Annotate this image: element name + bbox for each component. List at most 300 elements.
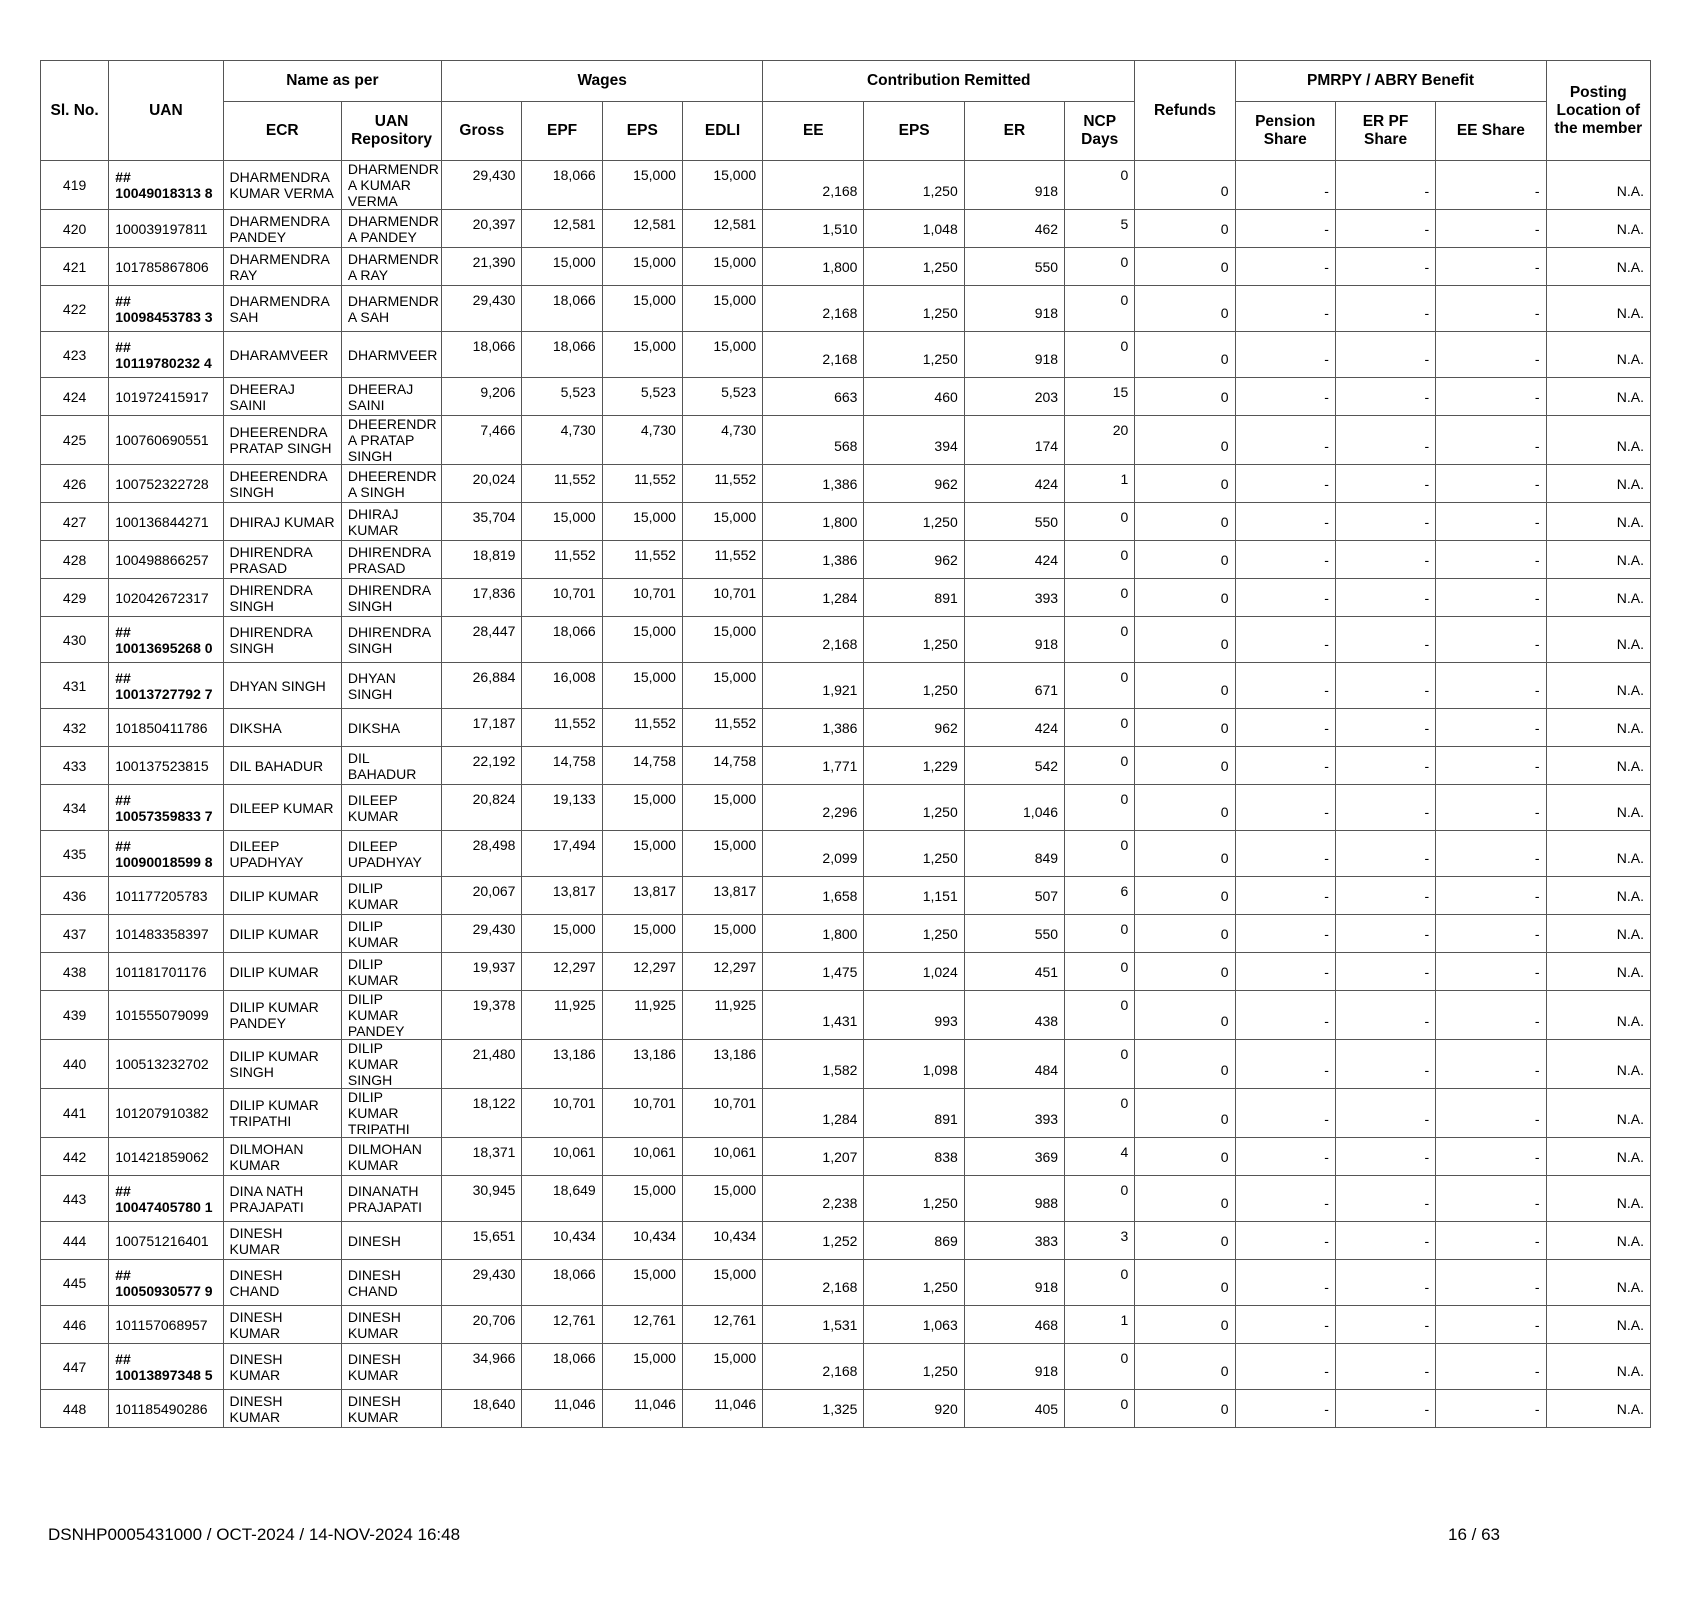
ee-share-cell: - [1436, 953, 1546, 991]
table-row [41, 1260, 1651, 1306]
edli-cell: 15,000 [682, 785, 762, 831]
er-cell: 550 [964, 503, 1064, 541]
table-row [41, 503, 1651, 541]
col-ee-share: EE Share [1436, 102, 1546, 161]
edli-cell: 11,552 [682, 709, 762, 747]
ee-cell: 1,800 [763, 248, 864, 286]
refunds-cell: 0 [1135, 877, 1235, 915]
eps-cell: 10,434 [602, 1222, 682, 1260]
pension-share-cell: - [1235, 579, 1335, 617]
ecr-name-cell: DHEERENDRA SINGH [223, 465, 341, 503]
ncp-days-cell: 0 [1065, 161, 1135, 210]
uan-cell: 100136844271 [109, 503, 223, 541]
ecr-name-cell: DHARMENDRA SAH [223, 286, 341, 332]
sl-no-cell: 447 [41, 1344, 109, 1390]
eps-cell: 15,000 [602, 286, 682, 332]
pension-share-cell: - [1235, 1222, 1335, 1260]
uan-repository-name-cell: DIL BAHADUR [341, 747, 441, 785]
pension-share-cell: - [1235, 1089, 1335, 1138]
table-row [41, 579, 1651, 617]
ncp-days-cell: 1 [1065, 1306, 1135, 1344]
pension-share-cell: - [1235, 378, 1335, 416]
ecr-name-cell: DHARMENDRA RAY [223, 248, 341, 286]
er-pf-share-cell: - [1335, 1306, 1435, 1344]
ee-share-cell: - [1436, 663, 1546, 709]
uan-cell: 100752322728 [109, 465, 223, 503]
uan-cell: 101421859062 [109, 1138, 223, 1176]
ee-share-cell: - [1436, 541, 1546, 579]
ee-share-cell: - [1436, 465, 1546, 503]
uan-repository-name-cell: DINESH CHAND [341, 1260, 441, 1306]
sl-no-cell: 432 [41, 709, 109, 747]
uan-repository-name-cell: DINESH KUMAR [341, 1390, 441, 1428]
refunds-cell: 0 [1135, 663, 1235, 709]
gross-cell: 29,430 [442, 161, 522, 210]
pension-share-cell: - [1235, 541, 1335, 579]
uan-cell: 100751216401 [109, 1222, 223, 1260]
ecr-name-cell: DHIRENDRA PRASAD [223, 541, 341, 579]
sl-no-cell: 438 [41, 953, 109, 991]
sl-no-cell: 425 [41, 416, 109, 465]
table-header [41, 61, 1651, 161]
uan-cell: 102042672317 [109, 579, 223, 617]
pension-share-cell: - [1235, 286, 1335, 332]
sl-no-cell: 426 [41, 465, 109, 503]
ee-share-cell: - [1436, 332, 1546, 378]
ee-cell: 2,238 [763, 1176, 864, 1222]
eps-cell: 15,000 [602, 248, 682, 286]
posting-location-cell: N.A. [1546, 579, 1650, 617]
edli-cell: 15,000 [682, 617, 762, 663]
uan-repository-name-cell: DILIP KUMAR [341, 877, 441, 915]
posting-location-cell: N.A. [1546, 1138, 1650, 1176]
posting-location-cell: N.A. [1546, 953, 1650, 991]
epf-cell: 18,066 [522, 332, 602, 378]
contribution-eps-cell: 1,048 [864, 210, 964, 248]
eps-cell: 11,552 [602, 541, 682, 579]
posting-location-cell: N.A. [1546, 785, 1650, 831]
sl-no-cell: 442 [41, 1138, 109, 1176]
eps-cell: 12,297 [602, 953, 682, 991]
refunds-cell: 0 [1135, 991, 1235, 1040]
table-row [41, 1390, 1651, 1428]
pension-share-cell: - [1235, 747, 1335, 785]
ee-cell: 1,800 [763, 915, 864, 953]
pension-share-cell: - [1235, 465, 1335, 503]
gross-cell: 15,651 [442, 1222, 522, 1260]
er-cell: 424 [964, 709, 1064, 747]
ecr-name-cell: DILIP KUMAR SINGH [223, 1040, 341, 1089]
contribution-eps-cell: 962 [864, 541, 964, 579]
col-edli: EDLI [682, 102, 762, 161]
pension-share-cell: - [1235, 1138, 1335, 1176]
ecr-name-cell: DHEERENDRA PRATAP SINGH [223, 416, 341, 465]
refunds-cell: 0 [1135, 378, 1235, 416]
contribution-eps-cell: 1,250 [864, 785, 964, 831]
uan-repository-name-cell: DILEEP UPADHYAY [341, 831, 441, 877]
ee-share-cell: - [1436, 747, 1546, 785]
er-cell: 671 [964, 663, 1064, 709]
eps-cell: 15,000 [602, 503, 682, 541]
posting-location-cell: N.A. [1546, 617, 1650, 663]
table-row [41, 617, 1651, 663]
col-ncp-days: NCP Days [1065, 102, 1135, 161]
eps-cell: 11,552 [602, 709, 682, 747]
ncp-days-cell: 0 [1065, 1344, 1135, 1390]
uan-cell: 101555079099 [109, 991, 223, 1040]
sl-no-cell: 427 [41, 503, 109, 541]
ee-cell: 1,582 [763, 1040, 864, 1089]
ncp-days-cell: 0 [1065, 1390, 1135, 1428]
ncp-days-cell: 6 [1065, 877, 1135, 915]
gross-cell: 34,966 [442, 1344, 522, 1390]
epf-cell: 19,133 [522, 785, 602, 831]
epf-cell: 15,000 [522, 915, 602, 953]
refunds-cell: 0 [1135, 248, 1235, 286]
uan-repository-name-cell: DILIP KUMAR [341, 915, 441, 953]
epf-cell: 18,066 [522, 1344, 602, 1390]
er-pf-share-cell: - [1335, 1176, 1435, 1222]
edli-cell: 10,061 [682, 1138, 762, 1176]
edli-cell: 5,523 [682, 378, 762, 416]
eps-cell: 12,581 [602, 210, 682, 248]
group-name-as-per: Name as per [223, 61, 442, 102]
col-ecr: ECR [223, 102, 341, 161]
posting-location-cell: N.A. [1546, 663, 1650, 709]
edli-cell: 15,000 [682, 915, 762, 953]
pension-share-cell: - [1235, 617, 1335, 663]
er-pf-share-cell: - [1335, 747, 1435, 785]
ee-cell: 1,921 [763, 663, 864, 709]
uan-repository-name-cell: DHARMVEER [341, 332, 441, 378]
posting-location-cell: N.A. [1546, 877, 1650, 915]
er-pf-share-cell: - [1335, 617, 1435, 663]
col-posting-location: Posting Location of the member [1546, 61, 1650, 161]
table-row [41, 1344, 1651, 1390]
uan-repository-name-cell: DINANATH PRAJAPATI [341, 1176, 441, 1222]
ecr-name-cell: DIKSHA [223, 709, 341, 747]
er-pf-share-cell: - [1335, 785, 1435, 831]
gross-cell: 35,704 [442, 503, 522, 541]
col-uan: UAN [109, 61, 223, 161]
epf-cell: 4,730 [522, 416, 602, 465]
uan-repository-name-cell: DHARMENDR A SAH [341, 286, 441, 332]
ee-cell: 2,099 [763, 831, 864, 877]
ncp-days-cell: 0 [1065, 1176, 1135, 1222]
eps-cell: 4,730 [602, 416, 682, 465]
table-row [41, 161, 1651, 210]
gross-cell: 19,937 [442, 953, 522, 991]
uan-repository-name-cell: DILIP KUMAR PANDEY [341, 991, 441, 1040]
eps-cell: 14,758 [602, 747, 682, 785]
ee-share-cell: - [1436, 286, 1546, 332]
sl-no-cell: 446 [41, 1306, 109, 1344]
refunds-cell: 0 [1135, 1089, 1235, 1138]
posting-location-cell: N.A. [1546, 1306, 1650, 1344]
ee-cell: 663 [763, 378, 864, 416]
table-row [41, 332, 1651, 378]
epf-cell: 11,552 [522, 541, 602, 579]
sl-no-cell: 431 [41, 663, 109, 709]
er-cell: 918 [964, 332, 1064, 378]
posting-location-cell: N.A. [1546, 210, 1650, 248]
ecr-name-cell: DINESH KUMAR [223, 1390, 341, 1428]
contribution-eps-cell: 1,024 [864, 953, 964, 991]
contribution-eps-cell: 1,250 [864, 332, 964, 378]
edli-cell: 12,581 [682, 210, 762, 248]
ncp-days-cell: 0 [1065, 503, 1135, 541]
contribution-eps-cell: 1,151 [864, 877, 964, 915]
ee-share-cell: - [1436, 1089, 1546, 1138]
ee-cell: 1,207 [763, 1138, 864, 1176]
er-pf-share-cell: - [1335, 663, 1435, 709]
pension-share-cell: - [1235, 831, 1335, 877]
refunds-cell: 0 [1135, 465, 1235, 503]
edli-cell: 4,730 [682, 416, 762, 465]
refunds-cell: 0 [1135, 286, 1235, 332]
col-pension-share: Pension Share [1235, 102, 1335, 161]
posting-location-cell: N.A. [1546, 1390, 1650, 1428]
er-pf-share-cell: - [1335, 1089, 1435, 1138]
ecr-name-cell: DILIP KUMAR [223, 953, 341, 991]
uan-cell: ## 10013897348 5 [109, 1344, 223, 1390]
uan-repository-name-cell: DILIP KUMAR SINGH [341, 1040, 441, 1089]
sl-no-cell: 448 [41, 1390, 109, 1428]
pension-share-cell: - [1235, 248, 1335, 286]
contribution-eps-cell: 838 [864, 1138, 964, 1176]
epf-cell: 18,066 [522, 161, 602, 210]
edli-cell: 15,000 [682, 1176, 762, 1222]
gross-cell: 28,498 [442, 831, 522, 877]
posting-location-cell: N.A. [1546, 1260, 1650, 1306]
ncp-days-cell: 0 [1065, 617, 1135, 663]
gross-cell: 22,192 [442, 747, 522, 785]
gross-cell: 21,390 [442, 248, 522, 286]
eps-cell: 10,061 [602, 1138, 682, 1176]
er-pf-share-cell: - [1335, 1260, 1435, 1306]
ecr-name-cell: DILIP KUMAR TRIPATHI [223, 1089, 341, 1138]
gross-cell: 29,430 [442, 286, 522, 332]
gross-cell: 20,397 [442, 210, 522, 248]
uan-cell: 101181701176 [109, 953, 223, 991]
epf-cell: 15,000 [522, 503, 602, 541]
er-pf-share-cell: - [1335, 465, 1435, 503]
sl-no-cell: 440 [41, 1040, 109, 1089]
posting-location-cell: N.A. [1546, 541, 1650, 579]
contribution-eps-cell: 869 [864, 1222, 964, 1260]
epf-cell: 15,000 [522, 248, 602, 286]
posting-location-cell: N.A. [1546, 831, 1650, 877]
epf-cell: 11,925 [522, 991, 602, 1040]
epf-cell: 12,297 [522, 953, 602, 991]
uan-cell: ## 10090018599 8 [109, 831, 223, 877]
table-row [41, 248, 1651, 286]
gross-cell: 29,430 [442, 915, 522, 953]
sl-no-cell: 421 [41, 248, 109, 286]
er-pf-share-cell: - [1335, 831, 1435, 877]
er-pf-share-cell: - [1335, 503, 1435, 541]
sl-no-cell: 422 [41, 286, 109, 332]
ecr-name-cell: DHIRENDRA SINGH [223, 617, 341, 663]
uan-repository-name-cell: DIKSHA [341, 709, 441, 747]
er-pf-share-cell: - [1335, 416, 1435, 465]
uan-repository-name-cell: DINESH KUMAR [341, 1306, 441, 1344]
ecr-name-cell: DHARAMVEER [223, 332, 341, 378]
edli-cell: 15,000 [682, 1344, 762, 1390]
ncp-days-cell: 0 [1065, 785, 1135, 831]
eps-cell: 15,000 [602, 915, 682, 953]
gross-cell: 21,480 [442, 1040, 522, 1089]
uan-cell: ## 10119780232 4 [109, 332, 223, 378]
gross-cell: 9,206 [442, 378, 522, 416]
group-wages: Wages [442, 61, 763, 102]
sl-no-cell: 430 [41, 617, 109, 663]
table-row [41, 378, 1651, 416]
ecr-name-cell: DINESH KUMAR [223, 1222, 341, 1260]
footer-page-number: 16 / 63 [1448, 1525, 1500, 1544]
refunds-cell: 0 [1135, 831, 1235, 877]
edli-cell: 15,000 [682, 663, 762, 709]
eps-cell: 11,552 [602, 465, 682, 503]
eps-cell: 15,000 [602, 161, 682, 210]
epf-cell: 10,061 [522, 1138, 602, 1176]
er-cell: 393 [964, 1089, 1064, 1138]
refunds-cell: 0 [1135, 617, 1235, 663]
edli-cell: 13,817 [682, 877, 762, 915]
col-refunds: Refunds [1135, 61, 1235, 161]
refunds-cell: 0 [1135, 915, 1235, 953]
pension-share-cell: - [1235, 877, 1335, 915]
sl-no-cell: 433 [41, 747, 109, 785]
contribution-eps-cell: 1,250 [864, 503, 964, 541]
refunds-cell: 0 [1135, 1306, 1235, 1344]
ecr-name-cell: DHARMENDRA PANDEY [223, 210, 341, 248]
uan-cell: 101185490286 [109, 1390, 223, 1428]
ee-share-cell: - [1436, 161, 1546, 210]
contribution-eps-cell: 1,250 [864, 1176, 964, 1222]
ecr-name-cell: DHARMENDRA KUMAR VERMA [223, 161, 341, 210]
uan-cell: 101177205783 [109, 877, 223, 915]
uan-repository-name-cell: DILEEP KUMAR [341, 785, 441, 831]
pension-share-cell: - [1235, 503, 1335, 541]
group-contribution-remitted: Contribution Remitted [763, 61, 1135, 102]
uan-repository-name-cell: DHEERAJ SAINI [341, 378, 441, 416]
refunds-cell: 0 [1135, 785, 1235, 831]
er-pf-share-cell: - [1335, 286, 1435, 332]
pension-share-cell: - [1235, 663, 1335, 709]
col-contribution-eps: EPS [864, 102, 964, 161]
col-eps: EPS [602, 102, 682, 161]
er-pf-share-cell: - [1335, 579, 1435, 617]
ecr-name-cell: DILMOHAN KUMAR [223, 1138, 341, 1176]
er-cell: 507 [964, 877, 1064, 915]
er-cell: 988 [964, 1176, 1064, 1222]
table-row [41, 709, 1651, 747]
refunds-cell: 0 [1135, 1390, 1235, 1428]
gross-cell: 30,945 [442, 1176, 522, 1222]
table-row [41, 1040, 1651, 1089]
uan-cell: 100498866257 [109, 541, 223, 579]
table-row [41, 747, 1651, 785]
edli-cell: 11,046 [682, 1390, 762, 1428]
uan-repository-name-cell: DHEERENDR A SINGH [341, 465, 441, 503]
pension-share-cell: - [1235, 1260, 1335, 1306]
er-cell: 405 [964, 1390, 1064, 1428]
eps-cell: 11,046 [602, 1390, 682, 1428]
ee-cell: 1,510 [763, 210, 864, 248]
ee-share-cell: - [1436, 1222, 1546, 1260]
ee-cell: 2,168 [763, 617, 864, 663]
refunds-cell: 0 [1135, 709, 1235, 747]
ee-cell: 1,658 [763, 877, 864, 915]
ee-share-cell: - [1436, 248, 1546, 286]
pension-share-cell: - [1235, 1306, 1335, 1344]
er-pf-share-cell: - [1335, 1040, 1435, 1089]
ncp-days-cell: 0 [1065, 1260, 1135, 1306]
contribution-eps-cell: 993 [864, 991, 964, 1040]
er-cell: 203 [964, 378, 1064, 416]
sl-no-cell: 424 [41, 378, 109, 416]
ee-share-cell: - [1436, 877, 1546, 915]
er-pf-share-cell: - [1335, 210, 1435, 248]
ee-share-cell: - [1436, 785, 1546, 831]
gross-cell: 17,187 [442, 709, 522, 747]
ncp-days-cell: 0 [1065, 663, 1135, 709]
edli-cell: 10,434 [682, 1222, 762, 1260]
ecr-name-cell: DHIRENDRA SINGH [223, 579, 341, 617]
er-cell: 438 [964, 991, 1064, 1040]
uan-cell: 100513232702 [109, 1040, 223, 1089]
refunds-cell: 0 [1135, 210, 1235, 248]
posting-location-cell: N.A. [1546, 991, 1650, 1040]
posting-location-cell: N.A. [1546, 332, 1650, 378]
epf-cell: 18,066 [522, 286, 602, 332]
ecr-name-cell: DILEEP UPADHYAY [223, 831, 341, 877]
contribution-eps-cell: 1,250 [864, 915, 964, 953]
uan-repository-name-cell: DHARMENDR A PANDEY [341, 210, 441, 248]
ee-cell: 1,531 [763, 1306, 864, 1344]
col-ee: EE [763, 102, 864, 161]
refunds-cell: 0 [1135, 416, 1235, 465]
er-cell: 1,046 [964, 785, 1064, 831]
ncp-days-cell: 0 [1065, 332, 1135, 378]
refunds-cell: 0 [1135, 541, 1235, 579]
gross-cell: 18,066 [442, 332, 522, 378]
sl-no-cell: 445 [41, 1260, 109, 1306]
uan-repository-name-cell: DHIRENDRA SINGH [341, 579, 441, 617]
er-cell: 484 [964, 1040, 1064, 1089]
ee-share-cell: - [1436, 1344, 1546, 1390]
table-row [41, 416, 1651, 465]
sl-no-cell: 423 [41, 332, 109, 378]
uan-cell: ## 10047405780 1 [109, 1176, 223, 1222]
refunds-cell: 0 [1135, 1344, 1235, 1390]
er-pf-share-cell: - [1335, 1138, 1435, 1176]
uan-repository-name-cell: DHYAN SINGH [341, 663, 441, 709]
table-row [41, 541, 1651, 579]
ee-cell: 1,386 [763, 541, 864, 579]
er-cell: 542 [964, 747, 1064, 785]
posting-location-cell: N.A. [1546, 915, 1650, 953]
epf-cell: 10,434 [522, 1222, 602, 1260]
table-row [41, 663, 1651, 709]
epf-cell: 18,066 [522, 1260, 602, 1306]
ncp-days-cell: 0 [1065, 915, 1135, 953]
epf-cell: 11,552 [522, 709, 602, 747]
posting-location-cell: N.A. [1546, 747, 1650, 785]
refunds-cell: 0 [1135, 503, 1235, 541]
epf-cell: 17,494 [522, 831, 602, 877]
